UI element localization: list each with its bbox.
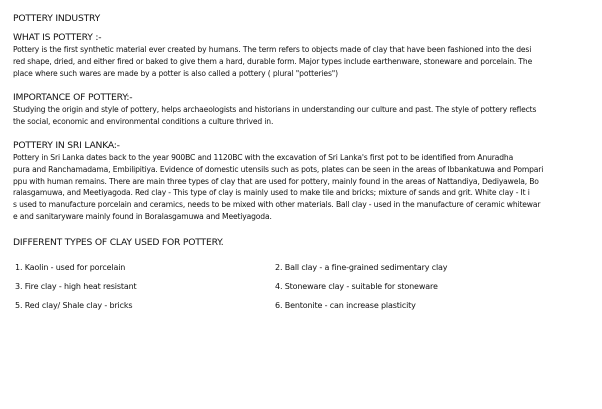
paragraph-line: Pottery is the first synthetic material ever created by humans. The term refers to objects made of clay that have been fashioned into the desi [13, 45, 532, 54]
paragraph-line: ralasgamuwa, and Meetiyagoda. Red clay - This type of clay is mainly used to make tile and bricks; mixture of sands and grit. White clay - It i [13, 188, 530, 198]
paragraph-sri-lanka [13, 152, 595, 223]
paragraph-line: Studying the origin and style of pottery, helps archaeologists and historians in understanding our culture and past. The style of pottery reflects [13, 105, 537, 115]
paragraph-line: the social, economic and environmental conditions a culture thrived in. [13, 117, 274, 127]
section-heading-clay-types: DIFFERENT TYPES OF CLAY USED FOR POTTERY. [13, 236, 224, 248]
paragraph-line: place where such wares are made by a potter is also called a pottery ( plural "potteries") [13, 68, 338, 78]
clay-item-stoneware-clay: 4. Stoneware clay - suitable for stoneware [275, 281, 438, 291]
clay-item-ball-clay: 2. Ball clay - a fine-grained sedimentary clay [275, 262, 448, 272]
clay-item-bentonite: 6. Bentonite - can increase plasticity [275, 300, 416, 310]
document [13, 10, 595, 315]
paragraph-what-is-pottery [13, 44, 595, 79]
paragraph-importance [13, 104, 595, 128]
section-what-is-pottery [13, 31, 595, 79]
paragraph-line: Pottery in Sri Lanka dates back to the year 900BC and 1120BC with the excavation of Sri Lanka's first pot to be identified from Anuradha [13, 152, 514, 162]
section-heading-what-is-pottery: WHAT IS POTTERY :- [13, 32, 102, 43]
clay-row [13, 296, 595, 315]
paragraph-line: red shape, dried, and either fired or baked to give them a hard, durable form. Major types include earthenware, stoneware and porcelain. The [13, 56, 533, 66]
clay-row [13, 258, 595, 277]
section-heading-sri-lanka: POTTERY IN SRI LANKA:- [13, 139, 120, 151]
section-importance-of-pottery [13, 91, 595, 128]
clay-item-kaolin: 1. Kaolin - used for porcelain [15, 262, 126, 272]
paragraph-line: e and sanitaryware mainly found in Boralasgamuwa and Meetiyagoda. [13, 211, 272, 221]
paragraph-line: pura and Ranchamadama, Embilipitiya. Evidence of domestic utensils such as pots, plates can be seen in the areas of Ibbankatuwa and Pompari [13, 164, 544, 174]
paragraph-line: ppu with human remains. There are main three types of clay that are used for pottery, mainly found in the areas of Nattandiya, Dediyawela, Bo [13, 176, 539, 186]
clay-item-fire-clay: 3. Fire clay - high heat resistant [15, 281, 137, 291]
clay-item-red-clay: 5. Red clay/ Shale clay - bricks [15, 300, 133, 310]
section-clay-types [13, 236, 595, 315]
document-title: POTTERY INDUSTRY [13, 13, 100, 24]
paragraph-line: s used to manufacture porcelain and ceramics, needs to be mixed with other materials. Ball clay - used in the manufacture of ceramic whitewar [13, 200, 541, 210]
section-heading-importance: IMPORTANCE OF POTTERY:- [13, 92, 133, 104]
clay-row [13, 277, 595, 296]
section-pottery-in-sri-lanka [13, 139, 595, 223]
clay-types-list [13, 258, 595, 315]
